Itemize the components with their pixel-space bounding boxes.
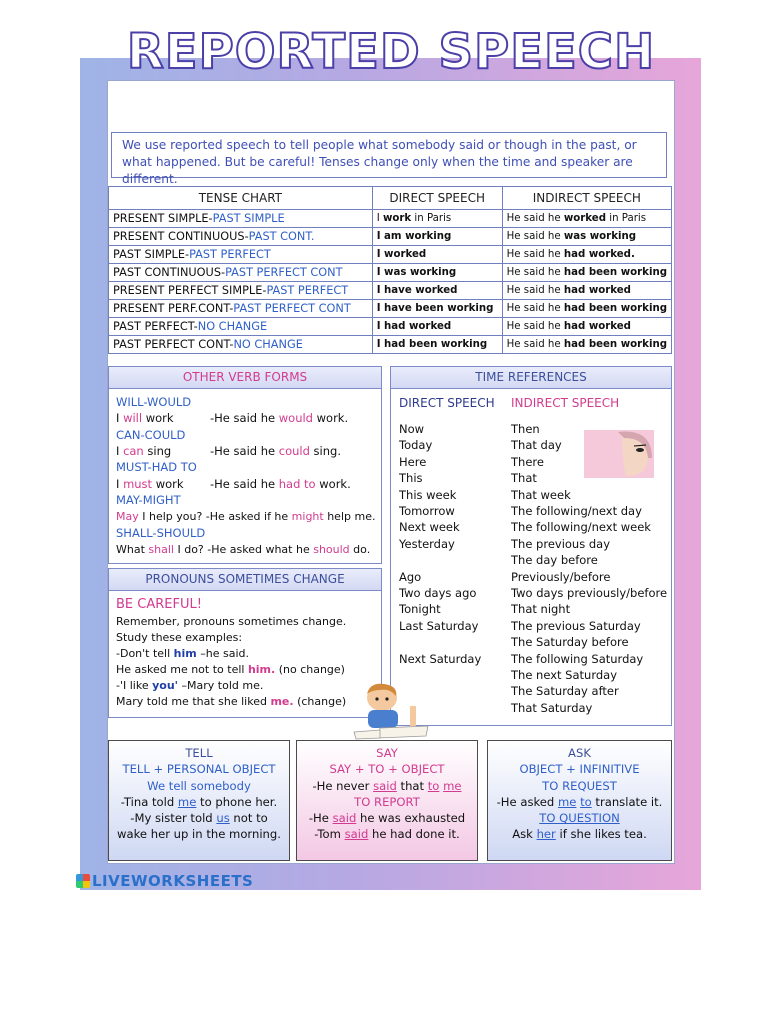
tense-chart-row — [109, 228, 672, 246]
time-direct-col: DIRECT SPEECH — [399, 396, 495, 410]
can-could-label: CAN-COULD — [116, 428, 186, 442]
pronoun-line-3: -Don't tell him –he said. — [116, 647, 249, 660]
tense-chart-row — [109, 318, 672, 336]
time-indirect-item: That — [511, 471, 537, 486]
tense-name: PAST CONTINUOUS-PAST PERFECT CONT — [109, 264, 373, 282]
child-reading-icon — [350, 682, 432, 740]
direct-example: I had been working — [372, 336, 502, 354]
ask-subtitle-2: TO REQUEST — [542, 778, 617, 793]
liveworksheets-logo: LIVEWORKSHEETS — [76, 872, 253, 890]
tell-title: TELL — [185, 746, 213, 760]
pronoun-line-5: -'I like you' –Mary told me. — [116, 679, 264, 692]
direct-example: I was working — [372, 264, 502, 282]
tell-line-3: -My sister told us not to — [130, 811, 268, 826]
tense-chart-row — [109, 336, 672, 354]
time-indirect-item: That week — [511, 487, 571, 502]
time-indirect-item: The following/next day — [511, 504, 642, 518]
verb-example-can: I can sing — [116, 444, 172, 458]
other-verb-forms-header: OTHER VERB FORMS — [108, 366, 382, 389]
tell-subtitle: TELL + PERSONAL OBJECT — [122, 762, 276, 777]
time-indirect-item: That Saturday — [511, 700, 593, 715]
pronoun-line-1: Remember, pronouns sometimes change. — [116, 615, 347, 628]
pronoun-line-4: He asked me not to tell him. (no change) — [116, 663, 345, 676]
time-indirect-item: The previous day — [511, 536, 611, 551]
say-title: SAY — [376, 746, 398, 760]
time-direct-item: This week — [399, 487, 457, 502]
tense-chart-row — [109, 264, 672, 282]
say-line-1: -He never said that to me — [312, 778, 462, 793]
time-indirect-item: The Saturday after — [511, 684, 619, 699]
time-indirect-item: Then — [511, 422, 540, 436]
time-indirect-item: The day before — [511, 553, 598, 568]
time-direct-item: Tonight — [399, 602, 441, 617]
direct-example: I work in Paris — [372, 210, 502, 228]
tense-chart-row — [109, 282, 672, 300]
ask-title: ASK — [568, 746, 591, 760]
direct-example: I am working — [372, 228, 502, 246]
verb-example-would: -He said he would work. — [210, 411, 349, 425]
pronoun-line-6: Mary told me that she liked me. (change) — [116, 695, 347, 708]
ask-subtitle-1: OBJECT + INFINITIVE — [519, 762, 640, 777]
indirect-example: He said he had been working — [502, 336, 671, 354]
time-indirect-item: Two days previously/before — [511, 586, 668, 600]
tell-line-2: -Tina told me to phone her. — [120, 794, 278, 809]
time-direct-item: Two days ago — [399, 586, 477, 600]
say-line-2: TO REPORT — [354, 794, 420, 809]
may-might-label: MAY-MIGHT — [116, 493, 181, 507]
time-direct-item: Tomorrow — [399, 504, 455, 518]
time-indirect-item: Previously/before — [511, 569, 611, 584]
tense-name: PAST PERFECT CONT-NO CHANGE — [109, 336, 373, 354]
tense-chart-row — [109, 246, 672, 264]
verb-example-had-to: -He said he had to work. — [210, 477, 351, 491]
direct-example: I worked — [372, 246, 502, 264]
indirect-example: He said he was working — [502, 228, 671, 246]
tense-chart-row — [109, 210, 672, 228]
verb-example-shall: What shall I do? -He asked what he should do. — [116, 543, 371, 556]
indirect-example: He said he had worked — [502, 318, 671, 336]
indirect-col-header: INDIRECT SPEECH — [502, 187, 671, 210]
tense-name: PAST PERFECT-NO CHANGE — [109, 318, 373, 336]
verb-example-may: May I help you? -He asked if he might help me. — [116, 510, 376, 523]
tell-line-4: wake her up in the morning. — [117, 827, 281, 842]
time-direct-item: Here — [399, 454, 427, 469]
ask-line-1: -He asked me to translate it. — [496, 794, 663, 809]
tell-line-1: We tell somebody — [147, 778, 251, 793]
direct-col-header: DIRECT SPEECH — [372, 187, 502, 210]
time-direct-item: Yesterday — [399, 536, 455, 551]
pronouns-header: PRONOUNS SOMETIMES CHANGE — [108, 568, 382, 591]
verb-example-must: I must work — [116, 477, 184, 491]
ask-box — [487, 740, 672, 861]
time-indirect-item: That night — [511, 602, 571, 617]
direct-example: I have been working — [372, 300, 502, 318]
direct-example: I have worked — [372, 282, 502, 300]
time-indirect-item: The following/next week — [511, 520, 651, 535]
logo-icon — [76, 874, 90, 888]
time-direct-item: Now — [399, 422, 425, 436]
indirect-example: He said he had worked. — [502, 246, 671, 264]
tense-name: PRESENT SIMPLE-PAST SIMPLE — [109, 210, 373, 228]
tense-name: PRESENT PERFECT SIMPLE-PAST PERFECT — [109, 282, 373, 300]
time-direct-item: Today — [399, 438, 433, 453]
say-subtitle: SAY + TO + OBJECT — [329, 762, 445, 777]
be-careful-label: BE CAREFUL! — [116, 597, 202, 612]
tense-chart-row — [109, 300, 672, 318]
time-direct-item: Ago — [399, 569, 422, 584]
time-indirect-item: The Saturday before — [511, 635, 629, 650]
tell-box — [108, 740, 290, 861]
time-direct-item: Next week — [399, 520, 460, 535]
direct-example: I had worked — [372, 318, 502, 336]
tense-col-header: TENSE CHART — [109, 187, 373, 210]
will-would-label: WILL-WOULD — [116, 395, 192, 409]
time-direct-item: Next Saturday — [399, 651, 482, 666]
time-indirect-col: INDIRECT SPEECH — [511, 396, 620, 410]
time-indirect-item: That day — [511, 438, 562, 453]
pronoun-line-2: Study these examples: — [116, 631, 243, 644]
ask-line-2: TO QUESTION — [539, 811, 620, 826]
verb-example-will: I will work — [116, 411, 174, 425]
indirect-example: He said he had been working — [502, 300, 671, 318]
tense-chart — [108, 186, 672, 354]
indirect-example: He said he worked in Paris — [502, 210, 671, 228]
say-line-4: -Tom said he had done it. — [314, 827, 460, 842]
must-had-label: MUST-HAD TO — [116, 460, 197, 474]
tense-chart-header — [109, 187, 672, 210]
time-direct-item: Last Saturday — [399, 618, 479, 633]
say-line-3: -He said he was exhausted — [308, 811, 466, 826]
time-references-header: TIME REFERENCES — [390, 366, 672, 389]
indirect-example: He said he had worked — [502, 282, 671, 300]
verb-example-could: -He said he could sing. — [210, 444, 341, 458]
face-icon — [582, 428, 656, 480]
tense-name: PAST SIMPLE-PAST PERFECT — [109, 246, 373, 264]
say-box — [296, 740, 478, 861]
ask-line-3: Ask her if she likes tea. — [512, 827, 647, 842]
intro-text: We use reported speech to tell people what somebody said or though in the past, or what happened. But be careful! Tenses change only when the time and speaker are different. — [111, 132, 667, 178]
indirect-example: He said he had been working — [502, 264, 671, 282]
time-indirect-item: The next Saturday — [511, 668, 617, 682]
page-title: REPORTED SPEECH — [126, 24, 656, 80]
time-indirect-item: The previous Saturday — [511, 618, 641, 633]
tense-name: PRESENT PERF.CONT-PAST PERFECT CONT — [109, 300, 373, 318]
time-direct-item: This — [399, 471, 423, 486]
shall-should-label: SHALL-SHOULD — [116, 526, 206, 540]
time-indirect-item: The following Saturday — [511, 651, 644, 666]
time-indirect-item: There — [511, 454, 544, 469]
tense-name: PRESENT CONTINUOUS-PAST CONT. — [109, 228, 373, 246]
